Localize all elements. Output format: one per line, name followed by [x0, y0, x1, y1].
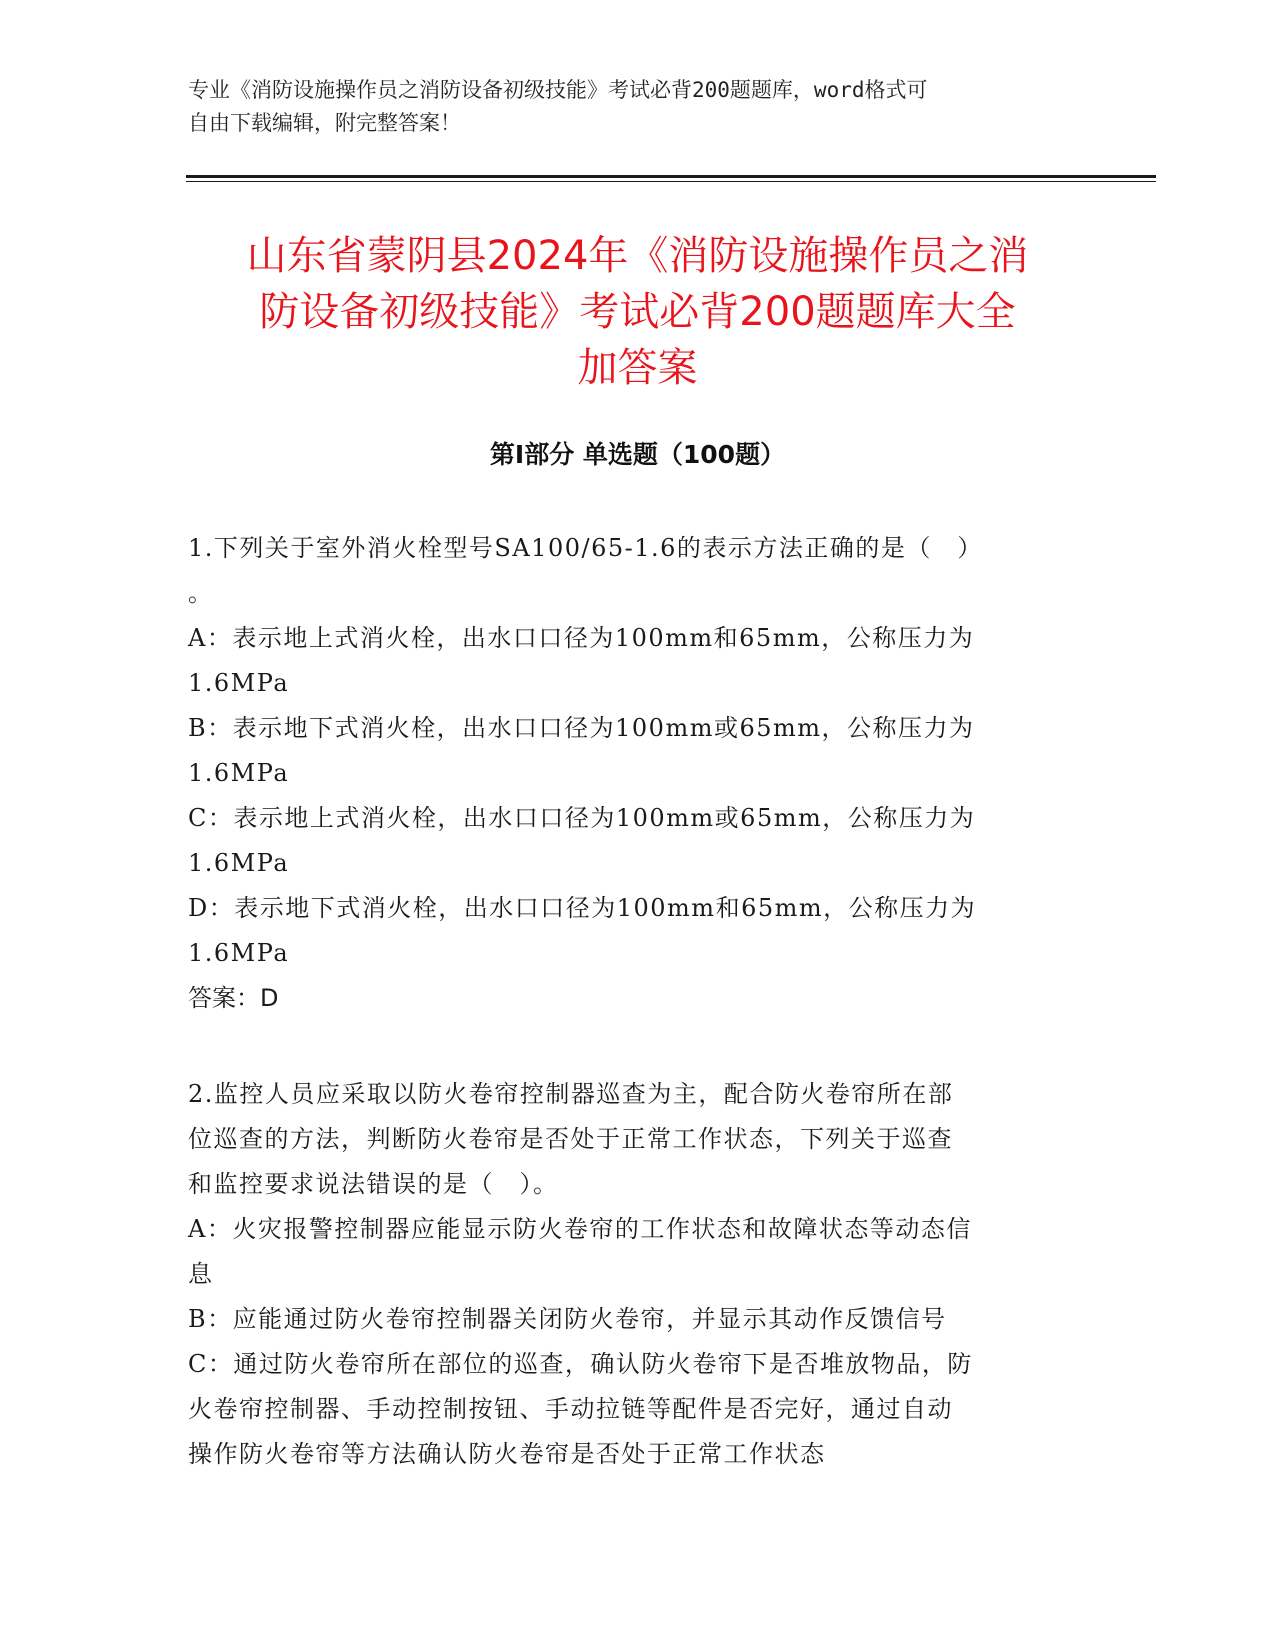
document-title: [160, 228, 1115, 396]
header-note: [188, 74, 1078, 140]
option-a: A：火灾报警控制器应能显示防火卷帘的工作状态和故障状态等动态信 息: [188, 1215, 972, 1288]
question-2: [188, 1072, 1078, 1477]
option-a: A：表示地上式消火栓，出水口口径为100mm和65mm，公称压力为 1.6MPa: [188, 624, 975, 697]
option-b: B：应能通过防火卷帘控制器关闭防火卷帘，并显示其动作反馈信号: [188, 1305, 947, 1333]
header-divider-thin: [186, 181, 1156, 182]
option-d: D：表示地下式消火栓，出水口口径为100mm和65mm，公称压力为 1.6MPa: [188, 894, 977, 967]
option-c: C：表示地上式消火栓，出水口口径为100mm或65mm，公称压力为 1.6MPa: [188, 804, 976, 877]
header-divider-thick: [186, 175, 1156, 178]
answer: 答案：D: [188, 984, 279, 1012]
section-title: 第I部分 单选题（100题）: [489, 440, 786, 469]
option-b: B：表示地下式消火栓，出水口口径为100mm或65mm，公称压力为 1.6MPa: [188, 714, 975, 787]
header-note-line1: 专业《消防设施操作员之消防设备初级技能》考试必背200题题库，word格式可: [188, 78, 928, 102]
title-line3: 加答案: [577, 345, 698, 391]
question-1: [188, 526, 1078, 1021]
title-line2: 防设备初级技能》考试必背200题题库大全: [259, 289, 1016, 335]
title-line1: 山东省蒙阴县2024年《消防设施操作员之消: [246, 233, 1029, 279]
header-note-line2: 自由下载编辑，附完整答案！: [188, 111, 461, 135]
question-stem: 1.下列关于室外消火栓型号SA100/65-1.6的表示方法正确的是（ ） 。: [188, 534, 983, 607]
option-c: C：通过防火卷帘所在部位的巡查，确认防火卷帘下是否堆放物品，防 火卷帘控制器、手动控制按钮、手动拉链等配件是否完好，通过自动 操作防火卷帘等方法确认防火卷帘是否处于正常工作状态: [188, 1350, 973, 1468]
question-stem: 2.监控人员应采取以防火卷帘控制器巡查为主，配合防火卷帘所在部 位巡查的方法，判断防火卷帘是否处于正常工作状态，下列关于巡查 和监控要求说法错误的是（ ）。: [188, 1080, 954, 1198]
